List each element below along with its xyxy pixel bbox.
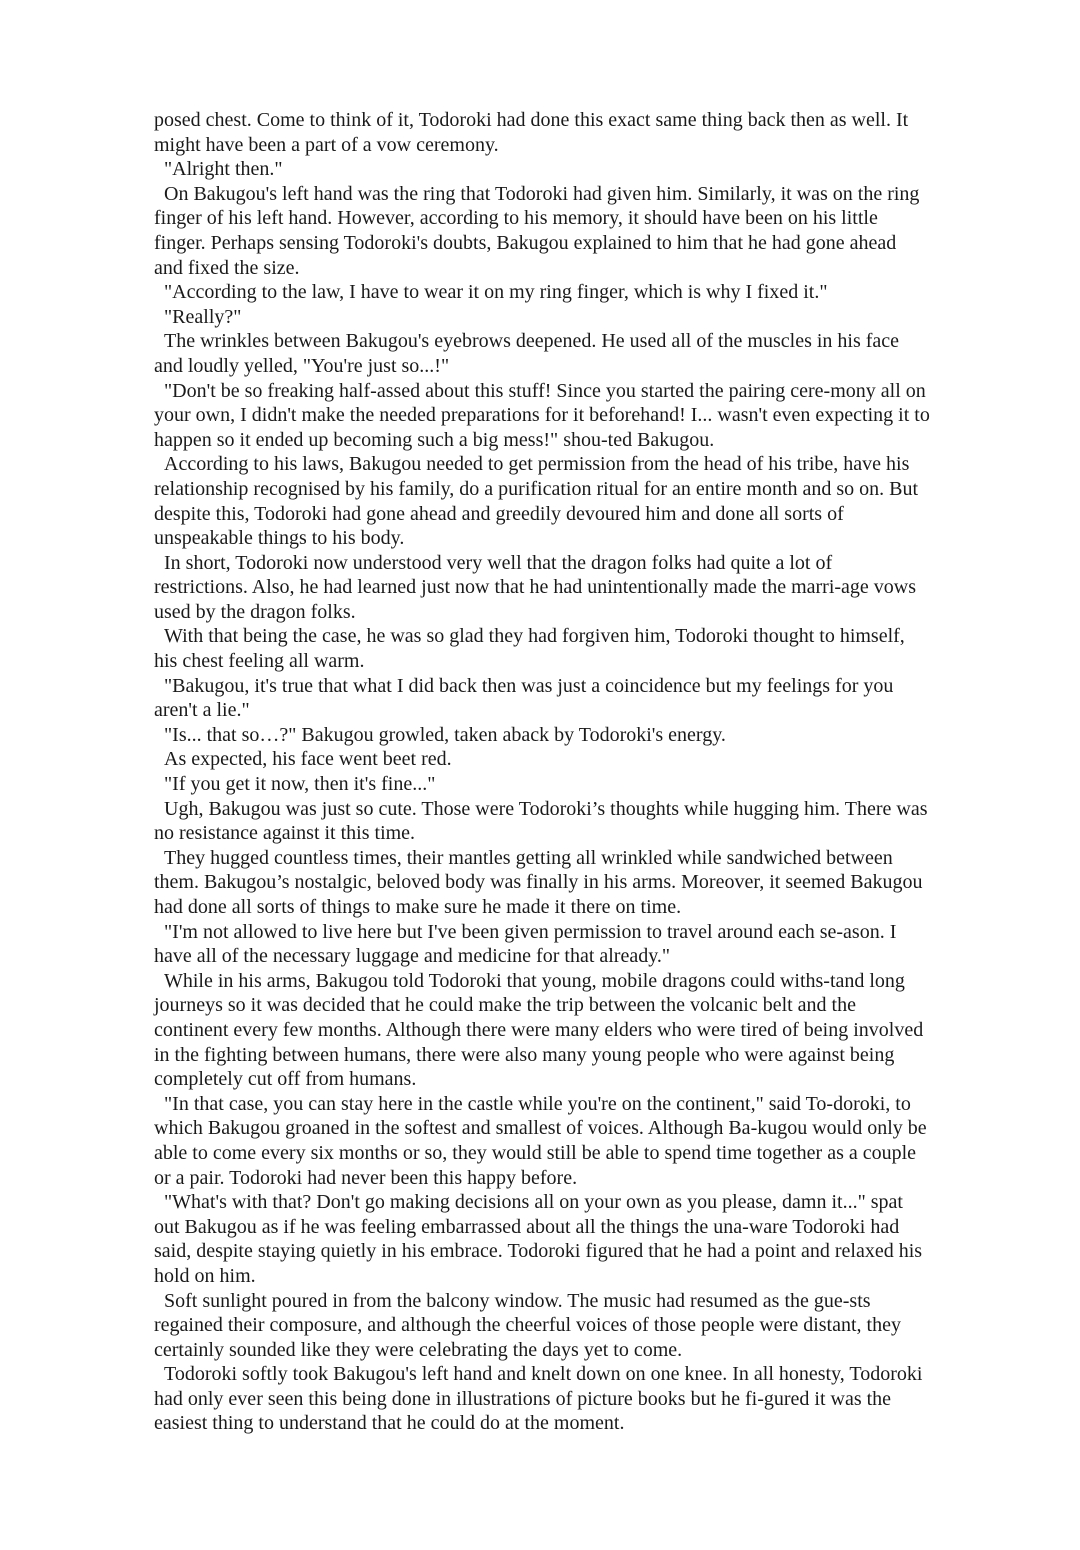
paragraph-19: "What's with that? Don't go making decisions all on your own as you please, damn it..." spat out Bakugou as if he was feeling embarrassed about all the things the una-ware Todoroki had said, despite staying quietly in his embrace. Todoroki figured that he had a point and relaxed his hold on him.	[154, 1191, 923, 1287]
paragraph-0: posed chest. Come to think of it, Todoroki had done this exact same thing back then as well. It might have been a part of a vow ceremony.	[154, 109, 909, 156]
paragraph-9: With that being the case, he was so glad they had forgiven him, Todoroki thought to himself, his chest feeling all warm.	[154, 625, 905, 673]
paragraph-11: "Is... that so…?" Bakugou growled, taken aback by Todoroki's energy.	[164, 723, 726, 746]
paragraph-7: According to his laws, Bakugou needed to get permission from the head of his tribe, have his relationship recognised by his family, do a purification ritual for an entire month and so on. But despite this, Todoroki had gone ahead and greedily devoured him and done all sorts of unspeakable things to his body.	[154, 453, 919, 550]
paragraph-8: In short, Todoroki now understood very well that the dragon folks had quite a lot of restrictions. Also, he had learned just now that he had unintentionally made the marri-age vows used by the dragon folks.	[154, 551, 917, 623]
paragraph-20: Soft sunlight poured in from the balcony window. The music had resumed as the gue-sts regained their composure, and although the cheerful voices of those people were distant, they certainly sounded like they were celebrating the days yet to come.	[154, 1289, 901, 1361]
paragraph-12: As expected, his face went beet red.	[164, 748, 452, 771]
page-body	[154, 108, 930, 1436]
paragraph-14: Ugh, Bakugou was just so cute. Those were Todoroki’s thoughts while hugging him. There was no resistance against it this time.	[154, 797, 928, 845]
paragraph-21: Todoroki softly took Bakugou's left hand and knelt down on one knee. In all honesty, Todoroki had only ever seen this being done in illustrations of picture books but he fi-gured it was the easiest thing to understand that he could do at the moment.	[154, 1363, 923, 1435]
paragraph-18: "In that case, you can stay here in the castle while you're on the continent," said To-doroki, to which Bakugou groaned in the softest and smallest of voices. Although Ba-kugou would only be able to come every six months or so, they would still be able to spend time together as a couple or a pair. Todoroki had never been this happy before.	[154, 1092, 927, 1189]
paragraph-16: "I'm not allowed to live here but I've been given permission to travel around each se-ason. I have all of the necessary luggage and medicine for that already."	[154, 920, 897, 968]
paragraph-6: "Don't be so freaking half-assed about this stuff! Since you started the pairing cere-mony all on your own, I didn't make the needed preparations for it beforehand! I... wasn't even expecting it to happen so it ended up becoming such a big mess!" shou-ted Bakugou.	[154, 379, 930, 451]
paragraph-3: "According to the law, I have to wear it on my ring finger, which is why I fixed it."	[164, 281, 828, 304]
paragraph-13: "If you get it now, then it's fine..."	[164, 773, 436, 796]
paragraph-10: "Bakugou, it's true that what I did back then was just a coincidence but my feelings for you aren't a lie."	[154, 674, 894, 722]
paragraph-15: They hugged countless times, their mantles getting all wrinkled while sandwiched between them. Bakugou’s nostalgic, beloved body was finally in his arms. Moreover, it seemed Bakugou had done all sorts of things to make sure he made it there on time.	[154, 846, 923, 918]
paragraph-4: "Really?"	[164, 305, 242, 328]
paragraph-5: The wrinkles between Bakugou's eyebrows deepened. He used all of the muscles in his face and loudly yelled, "You're just so...!"	[154, 330, 900, 377]
paragraph-17: While in his arms, Bakugou told Todoroki that young, mobile dragons could withs-tand long journeys so it was decided that he could make the trip between the volcanic belt and the continent every few months. Although there were many elders who were tired of being involved in the fighting between humans, there were also many young people who were against being completely cut off from humans.	[154, 969, 924, 1091]
paragraph-1: "Alright then."	[164, 158, 283, 181]
paragraph-2: On Bakugou's left hand was the ring that Todoroki had given him. Similarly, it was on the ring finger of his left hand. However, according to his memory, it should have been on his little finger. Perhaps sensing Todoroki's doubts, Bakugou explained to him that he had gone ahead and fixed the size.	[154, 182, 920, 279]
